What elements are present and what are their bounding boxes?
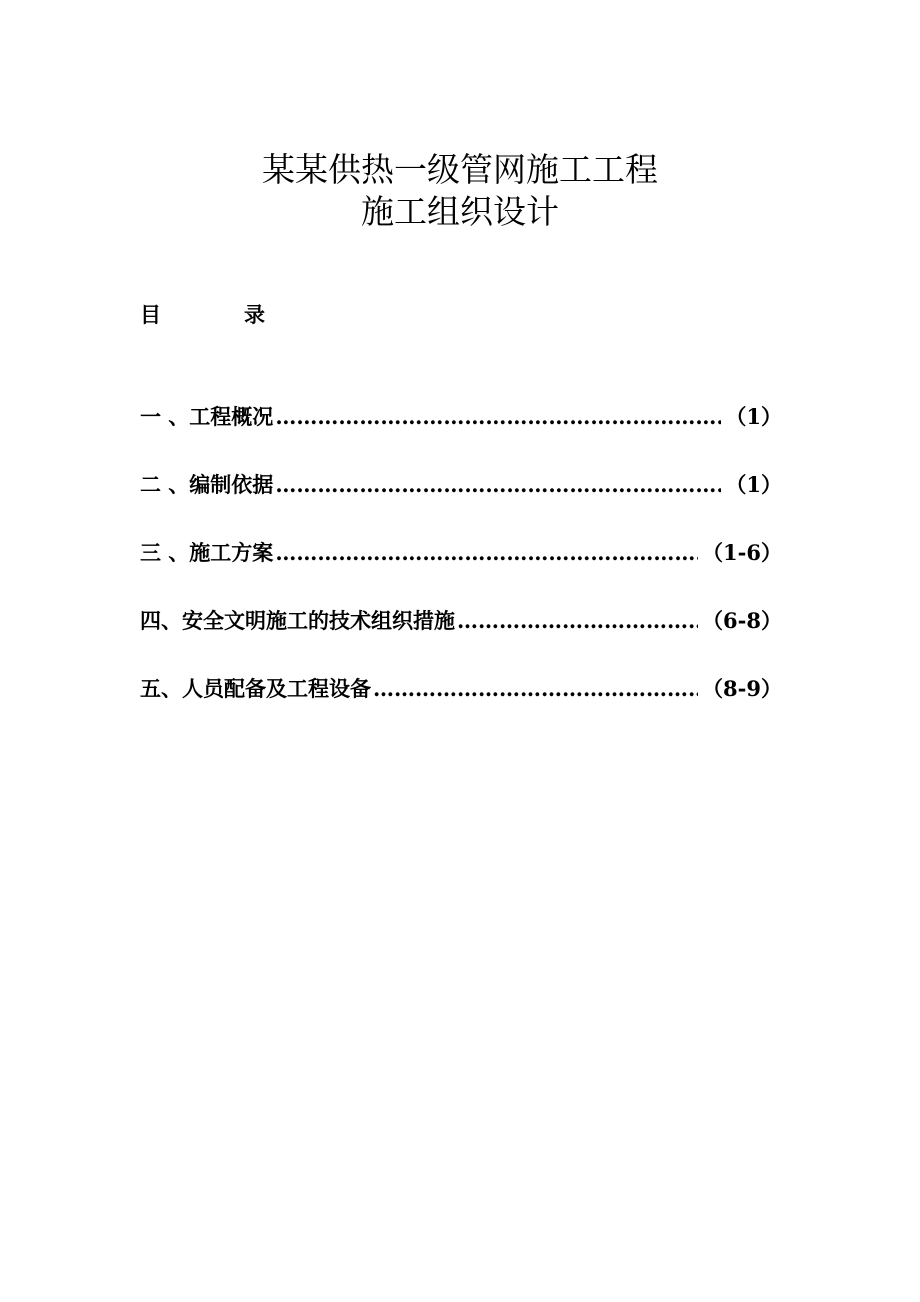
toc-entry-label: 五、人员配备及工程设备: [140, 676, 371, 701]
toc-leader-dots: [457, 608, 698, 633]
toc-entry-label: 四、安全文明施工的技术组织措施: [140, 608, 455, 633]
toc-entry-page: （1）: [725, 472, 782, 497]
toc-entry-label: 三 、施工方案: [140, 540, 274, 565]
toc-leader-dots: [275, 404, 721, 429]
toc-entry-page: （1-6）: [702, 540, 782, 565]
toc-entry-label: 二 、编制依据: [140, 472, 274, 497]
toc-entry-label: 一 、工程概况: [140, 404, 274, 429]
toc-leader-dots: [275, 472, 721, 497]
toc-entry[interactable]: [140, 468, 782, 500]
toc-heading-first-char: 目: [140, 302, 161, 327]
toc-entry[interactable]: [140, 672, 782, 704]
toc-entry[interactable]: [140, 400, 782, 432]
toc-entry-page: （6-8）: [702, 608, 782, 633]
toc-entry[interactable]: [140, 536, 782, 568]
toc-leader-dots: [373, 676, 698, 701]
document-title-line-1: 某某供热一级管网施工工程: [262, 150, 658, 189]
toc-heading-second-char: 录: [244, 302, 265, 327]
document-title-line-2: 施工组织设计: [361, 192, 559, 231]
toc-entry[interactable]: [140, 604, 782, 636]
toc-entry-page: （1）: [725, 404, 782, 429]
toc-entry-page: （8-9）: [702, 676, 782, 701]
toc-leader-dots: [275, 540, 698, 565]
